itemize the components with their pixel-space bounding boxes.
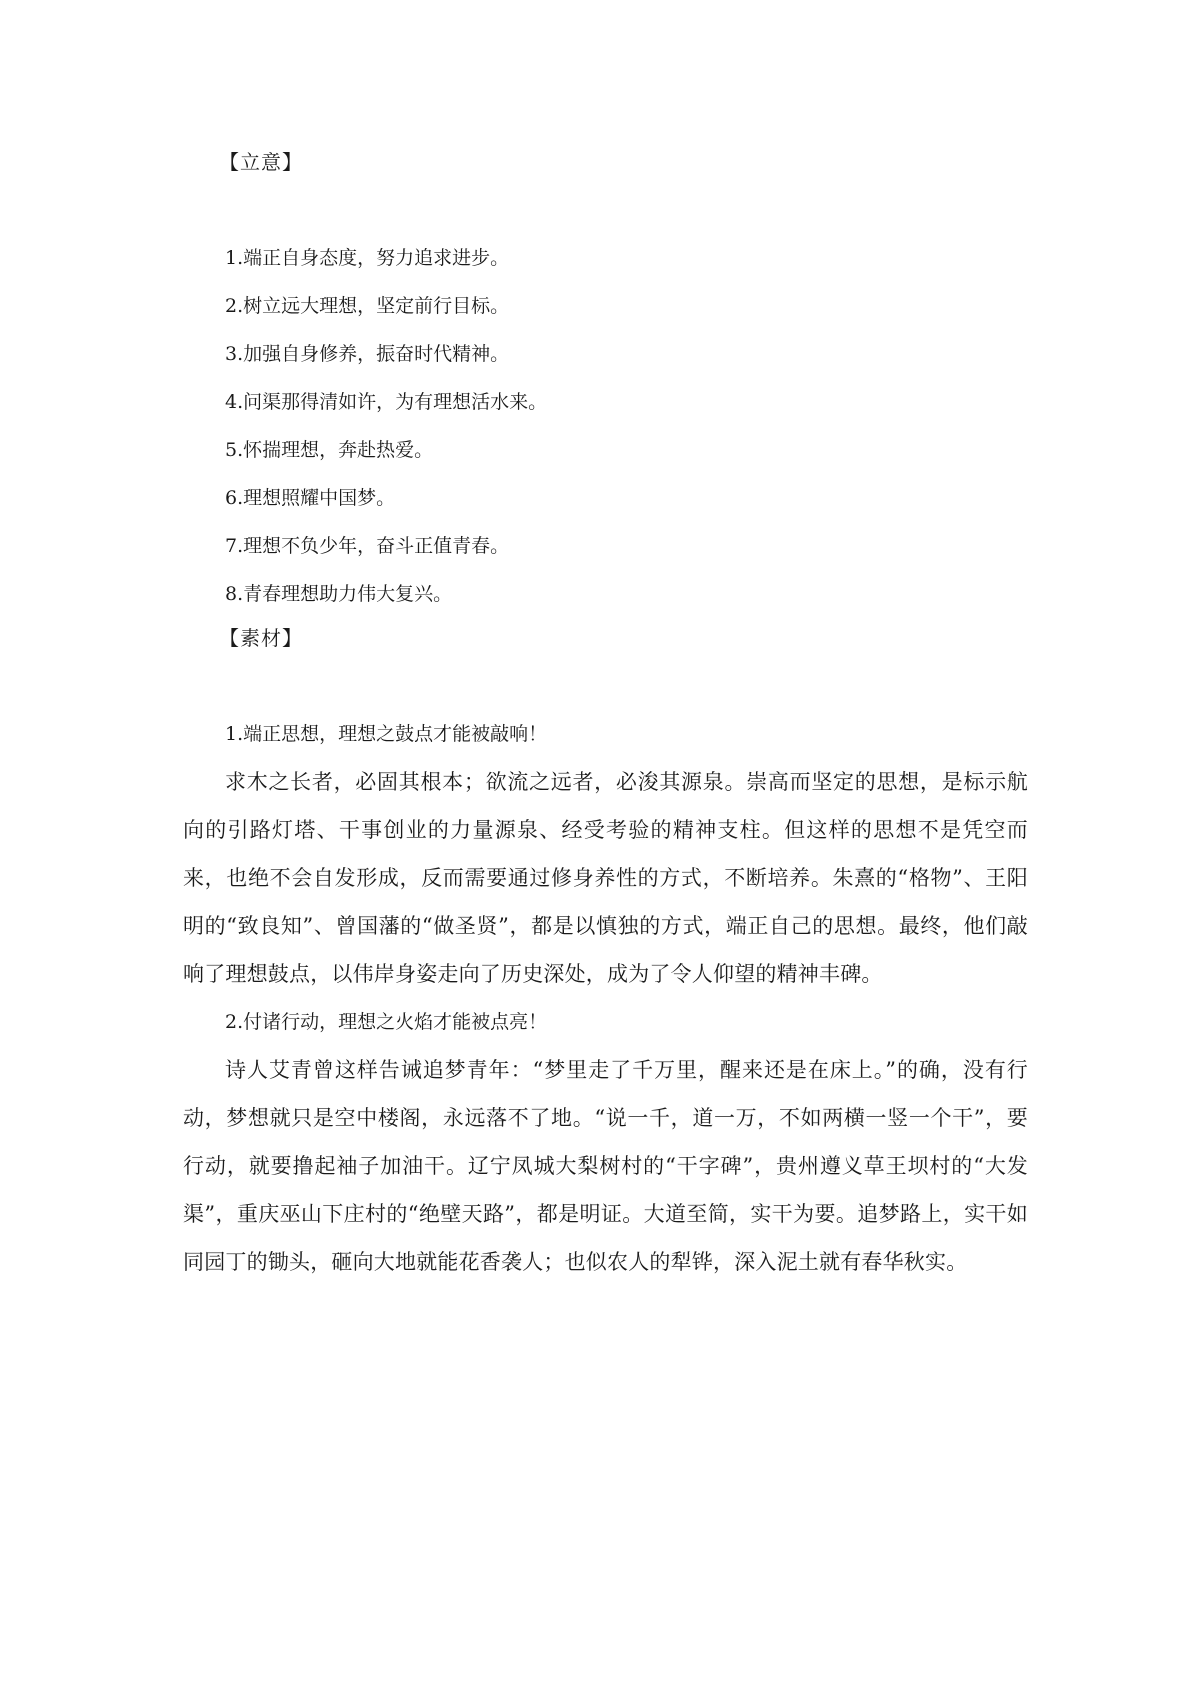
document-content [183,142,1028,1286]
sucai-section-body: 求木之长者，必固其根本；欲流之远者，必浚其源泉。崇高而坚定的思想，是标示航向的引路灯塔、干事创业的力量源泉、经受考验的精神支柱。但这样的思想不是凭空而来，也绝不会自发形成，反而需要通过修身养性的方式，不断培养。朱熹的“格物”、王阳明的“致良知”、曾国藩的“做圣贤”，都是以慎独的方式，端正自己的思想。最终，他们敲响了理想鼓点，以伟岸身姿走向了历史深处，成为了令人仰望的精神丰碑。 [183,770,1028,986]
sucai-section-body: 诗人艾青曾这样告诫追梦青年：“梦里走了千万里，醒来还是在床上。”的确，没有行动，梦想就只是空中楼阁，永远落不了地。“说一千，道一万，不如两横一竖一个干”，要行动，就要撸起袖子加油干。辽宁凤城大梨树村的“干字碑”，贵州遵义草王坝村的“大发渠”，重庆巫山下庄村的“绝壁天路”，都是明证。大道至简，实干为要。追梦路上，实干如同园丁的锄头，砸向大地就能花香袭人；也似农人的犁铧，深入泥土就有春华秋实。 [183,1058,1028,1274]
lizhi-item: 5.怀揣理想，奔赴热爱。 [225,439,434,461]
spacer [183,182,1028,234]
lizhi-item: 7.理想不负少年，奋斗正值青春。 [225,535,510,557]
lizhi-item: 3.加强自身修养，振奋时代精神。 [225,343,510,365]
sucai-section-title: 2.付诸行动，理想之火焰才能被点亮！ [225,1011,548,1033]
spacer [183,658,1028,710]
lizhi-item: 4.问渠那得清如许，为有理想活水来。 [225,391,548,413]
sucai-section-title: 1.端正思想，理想之鼓点才能被敲响！ [225,723,548,745]
lizhi-heading: 【立意】 [219,150,303,174]
lizhi-item: 8.青春理想助力伟大复兴。 [225,583,453,605]
lizhi-item: 2.树立远大理想，坚定前行目标。 [225,295,510,317]
lizhi-item: 6.理想照耀中国梦。 [225,487,396,509]
lizhi-item: 1.端正自身态度，努力追求进步。 [225,247,510,269]
sucai-heading: 【素材】 [219,626,303,650]
